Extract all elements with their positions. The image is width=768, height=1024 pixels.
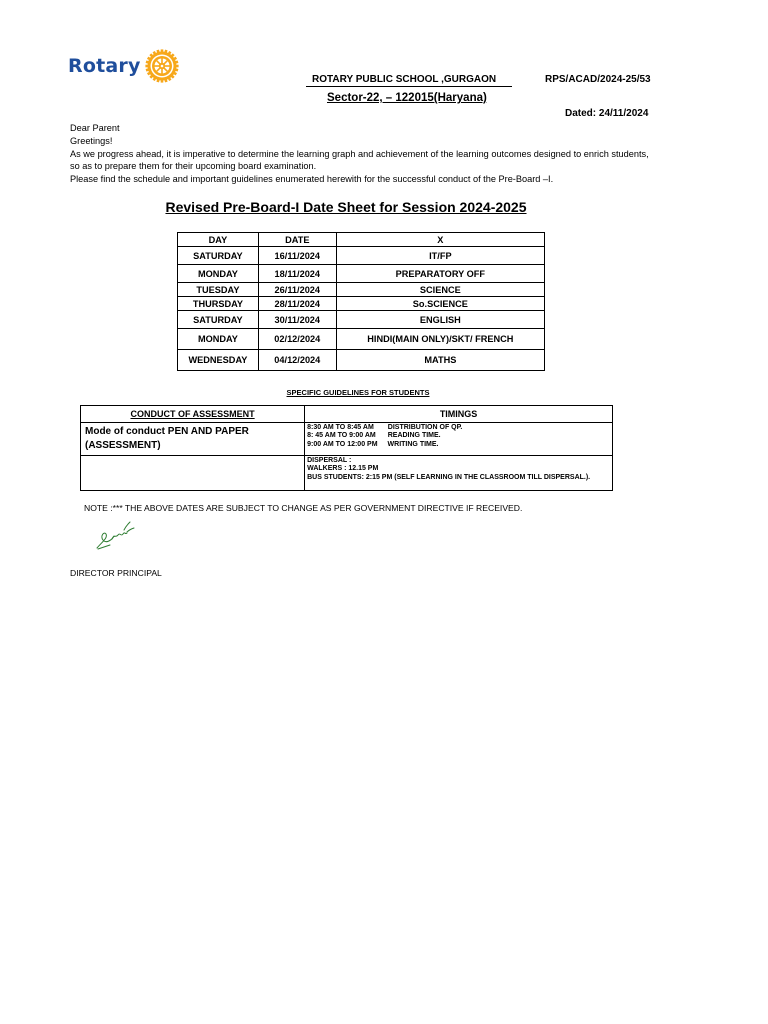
cell-day: SATURDAY [178,247,259,265]
guidelines-table [80,405,613,491]
guidelines-title: SPECIFIC GUIDELINES FOR STUDENTS [286,388,430,397]
cell-date: 26/11/2024 [258,283,336,297]
table-row [178,247,545,265]
timing-line: 8:30 AM TO 8:45 AM DISTRIBUTION OF QP. [307,424,463,431]
cell-day: TUESDAY [178,283,259,297]
gear-tooth [160,49,163,52]
rotary-wheel-icon [144,48,180,84]
gear-tooth [145,65,148,68]
gear-tooth [160,80,163,83]
cell-subject: MATHS [336,350,544,371]
table-header-row [178,233,545,247]
header-date: DATE [258,233,336,247]
timing-line: 9:00 AM TO 12:00 PM WRITING TIME. [307,440,439,448]
table-row [178,265,545,283]
timings-header: TIMINGS [305,406,613,423]
cell-subject: IT/FP [336,247,544,265]
guidelines-header-row [81,406,613,423]
letter-line: Please find the schedule and important guidelines enumerated herewith for the successful conduct of the Pre-Board –I. [70,174,554,185]
cell-day: MONDAY [178,329,259,350]
salutation: Dear Parent [70,123,120,133]
cell-date: 28/11/2024 [258,297,336,311]
cell-day: SATURDAY [178,311,259,329]
empty-cell [81,456,305,491]
letter-body [70,122,710,186]
mode-of-conduct: Mode of conduct PEN AND PAPER (ASSESSMENT) [81,423,305,456]
letter-line: As we progress ahead, it is imperative to determine the learning graph and achievement of the learning outcomes designed to enrich students, [70,148,649,159]
cell-date: 04/12/2024 [258,350,336,371]
cell-day: MONDAY [178,265,259,283]
guidelines-row [81,423,613,456]
reference-number: RPS/ACAD/2024-25/53 [545,74,651,85]
cell-day: WEDNESDAY [178,350,259,371]
header-class: X [336,233,544,247]
cell-subject: PREPARATORY OFF [336,265,544,283]
note-text: NOTE :*** THE ABOVE DATES ARE SUBJECT TO CHANGE AS PER GOVERNMENT DIRECTIVE IF RECEIVED. [84,503,523,513]
conduct-header: CONDUCT OF ASSESSMENT [81,406,305,423]
exam-timings [305,423,613,456]
gear-tooth [176,65,179,68]
document-date: Dated: 24/11/2024 [565,108,649,119]
cell-subject: HINDI(MAIN ONLY)/SKT/ FRENCH [336,329,544,350]
header-day: DAY [178,233,259,247]
cell-subject: SCIENCE [336,283,544,297]
date-sheet-table [177,232,545,371]
table-row [178,297,545,311]
timing-line: 8: 45 AM TO 9:00 AM READING TIME. [307,432,441,440]
greeting: Greetings! [70,135,113,146]
logo-text: Rotary [68,55,141,77]
handwritten-signature-icon [94,518,138,552]
table-row [178,283,545,297]
school-address: Sector-22, – 122015(Haryana) [327,92,487,104]
director-principal: DIRECTOR PRINCIPAL [70,568,162,578]
date-sheet-title: Revised Pre-Board-I Date Sheet for Session 2024-2025 [165,199,527,215]
school-name: ROTARY PUBLIC SCHOOL ,GURGAON [306,74,512,87]
rotary-logo [68,48,180,84]
letter-line: so as to prepare them for their upcoming board examination. [70,161,317,172]
cell-date: 30/11/2024 [258,311,336,329]
cell-subject: ENGLISH [336,311,544,329]
cell-date: 16/11/2024 [258,247,336,265]
table-row [178,329,545,350]
cell-date: 18/11/2024 [258,265,336,283]
cell-date: 02/12/2024 [258,329,336,350]
table-row [178,311,545,329]
guidelines-row [81,456,613,491]
dispersal-timings: DISPERSAL : WALKERS : 12.15 PM BUS STUDENTS: 2:15 PM (SELF LEARNING IN THE CLASSROOM TILL DISPERSAL.). [305,456,613,491]
cell-day: THURSDAY [178,297,259,311]
cell-subject: So.SCIENCE [336,297,544,311]
table-row [178,350,545,371]
